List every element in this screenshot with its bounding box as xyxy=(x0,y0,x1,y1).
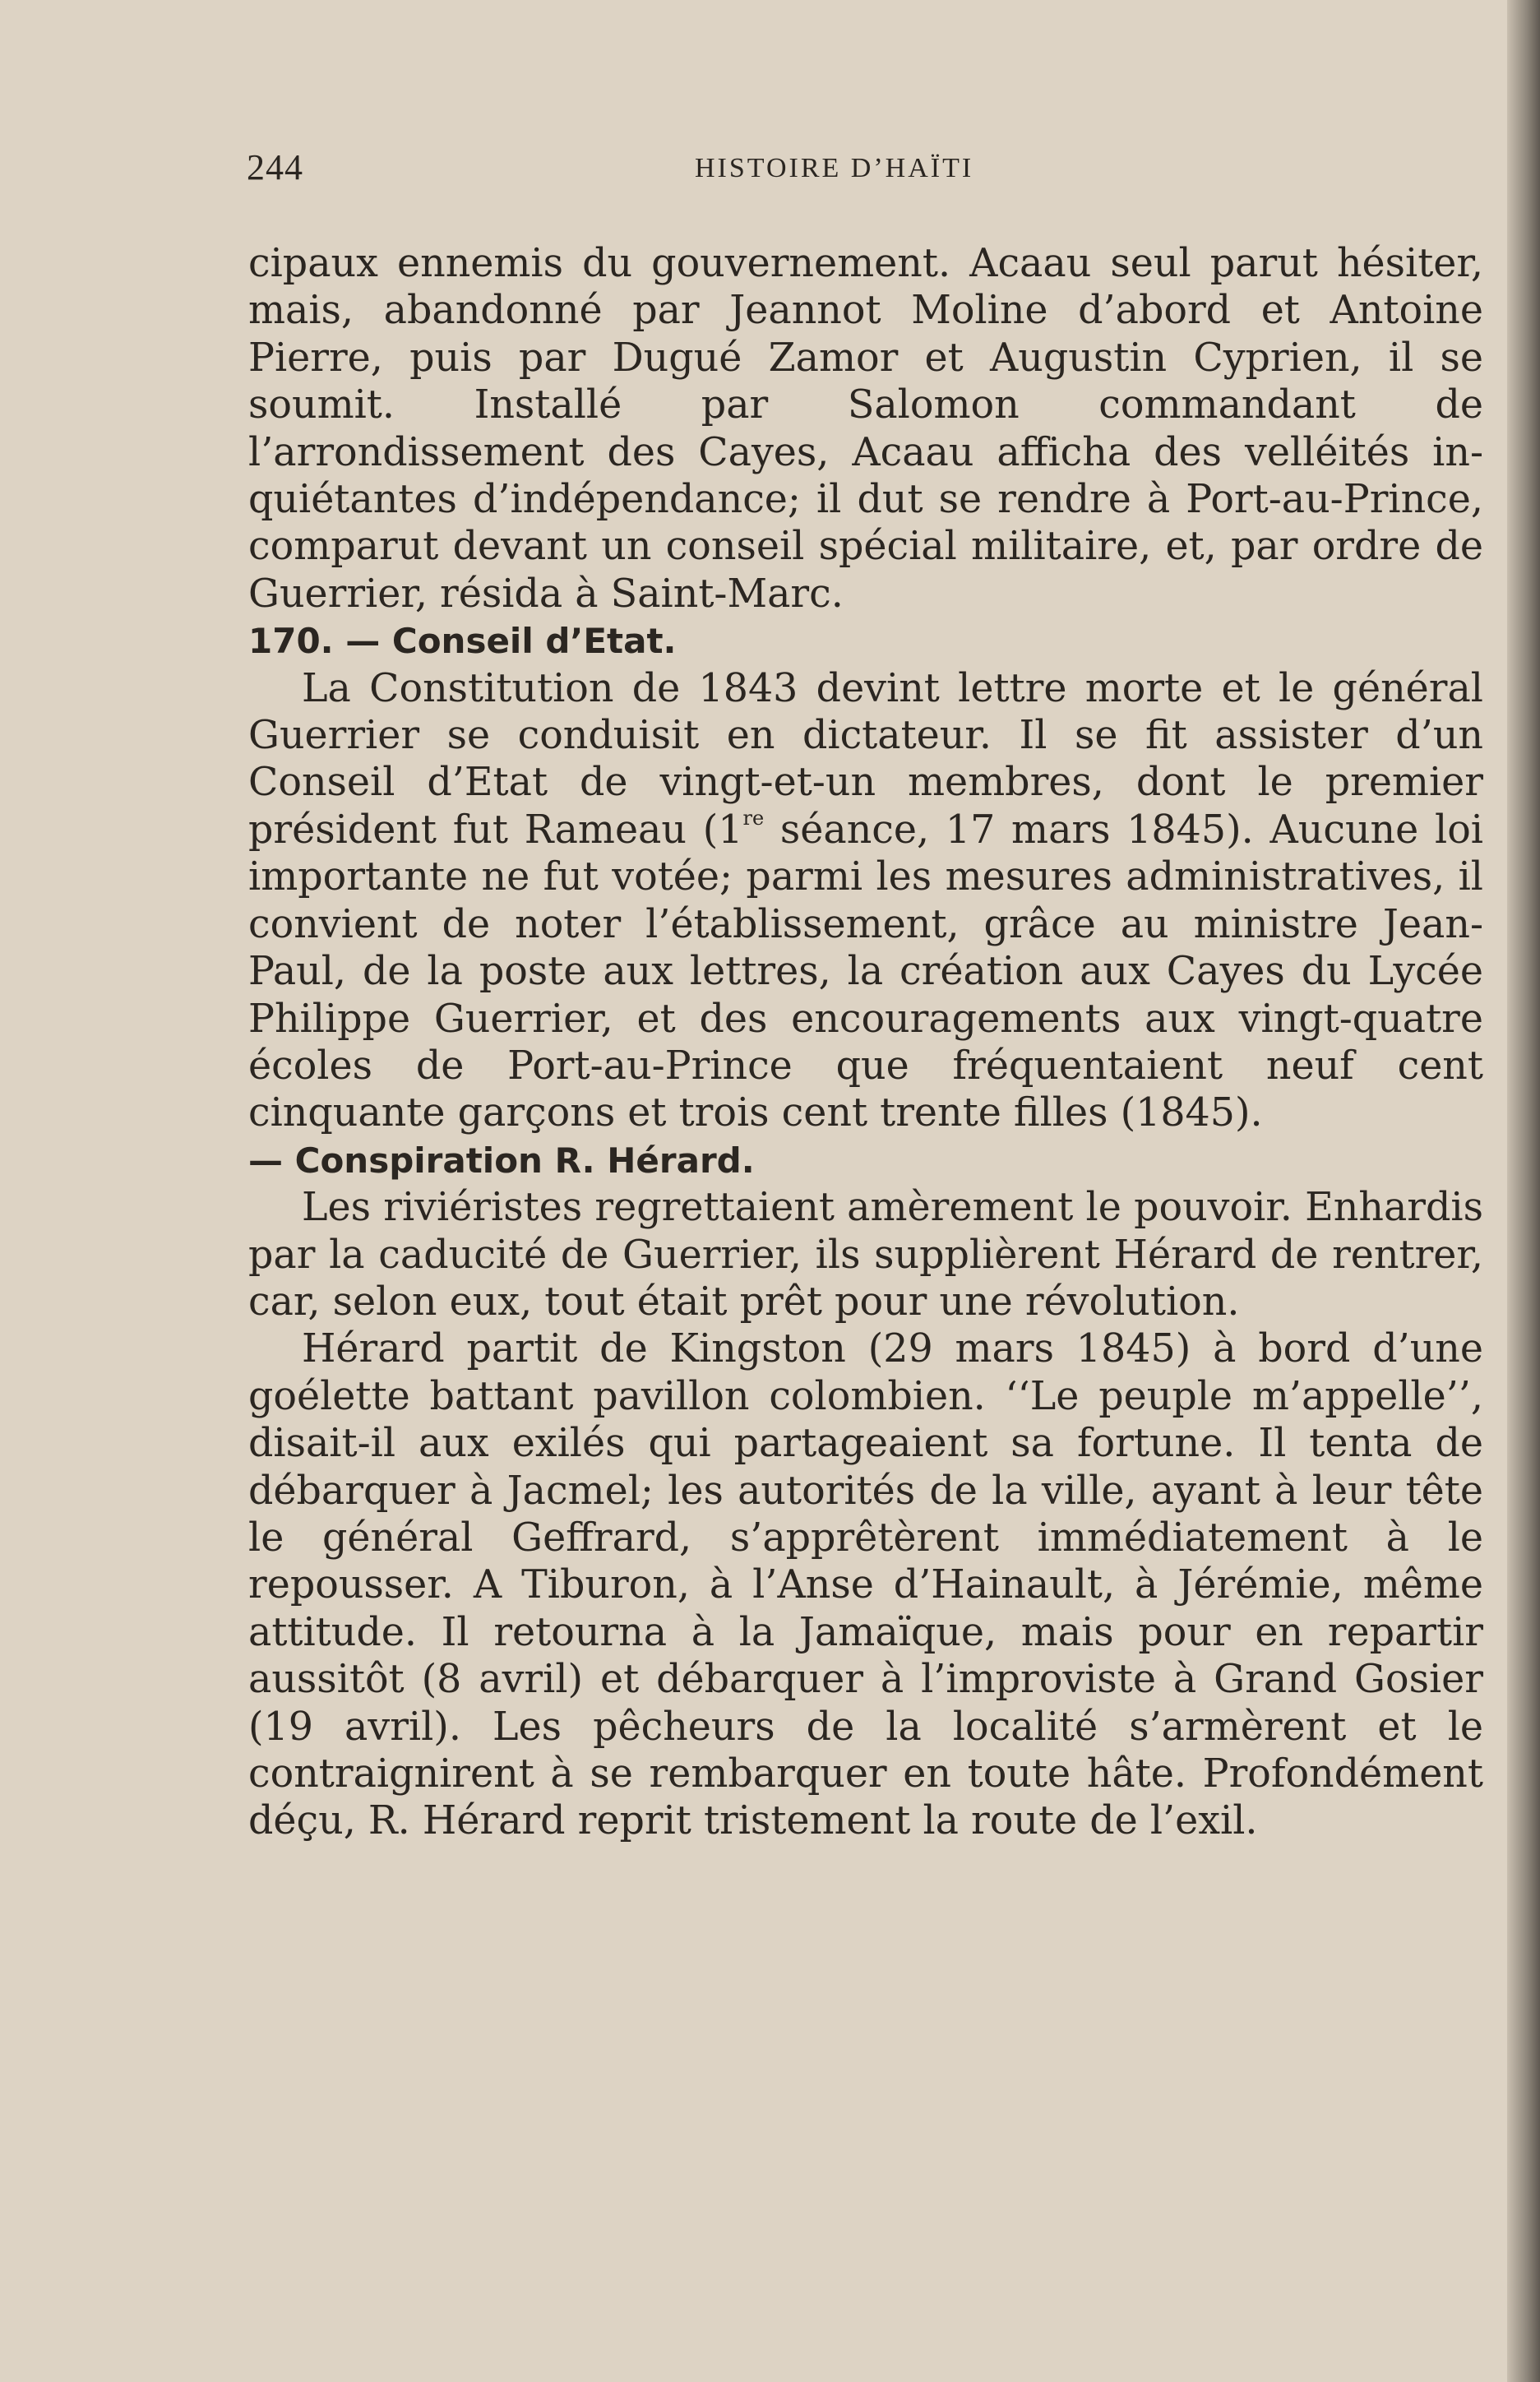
paragraph-2 xyxy=(248,665,1483,1137)
page-number: 244 xyxy=(247,147,303,187)
section-heading-conspiration: — Conspiration R. Hérard. xyxy=(248,1140,755,1181)
paragraph-2-text-a: La Constitution de 1843 devint lettre morte et le général Guerrier se conduisit en dictateur. Il se fit assister d’un Conseil d’Etat de vingt-et-un membres, dont le premier président fut Rameau (1 xyxy=(248,665,1483,853)
paragraph-2-text-b: séance, 17 mars 1845). Aucune loi importante ne fut votée; parmi les mesures administratives, il convient de noter l’établissement, grâce au ministre Jean-Paul, de la poste aux lettres, la création aux Cayes du Lycée Philippe Guerrier, et des encouragements aux vingt-quatre écoles de Port-au-Prince que fréquentaient neuf cent cinquante garçons et trois cent trente filles (1845). xyxy=(248,807,1483,1136)
paragraph-4: Hérard partit de Kingston (29 mars 1845) à bord d’une goélette battant pavillon colombien. ‘‘Le peuple m’appelle’’, disait-il aux exilés qui partageaient sa fortune. Il tenta de débarquer à Jacmel; les autorités de la ville, ayant à leur tête le général Geffrard, s’apprêtèrent immédiatement à le repousser. A Tiburon, à l’Anse d’Hainault, à Jérémie, même attitude. Il retourna à la Jamaïque, mais pour en repartir aussitôt (8 avril) et débarquer à l’improviste à Grand Gosier (19 avril). Les pêcheurs de la localité s’armèrent et le contraignirent à se rembarquer en toute hâte. Profondément déçu, R. Hérard reprit tristement la route de l’exil. xyxy=(248,1326,1483,1844)
section-heading-conseil-detat: 170. — Conseil d’Etat. xyxy=(248,621,677,662)
running-title: HISTOIRE D’HAÏTI xyxy=(695,153,974,183)
running-header xyxy=(247,146,1480,196)
page-edge xyxy=(1507,0,1540,2382)
page-body xyxy=(248,240,1483,1845)
paragraph-1: cipaux ennemis du gouvernement. Acaau seul parut hésiter, mais, abandonné par Jeannot Moline d’abord et Antoine Pierre, puis par Dugué Zamor et Augustin Cyprien, il se soumit. Installé par Salomon commandant de l’arrondissement des Cayes, Acaau afficha des velléités inquiétantes d’indépendance; il dut se rendre à Port-au-Prince, comparut devant un conseil spécial militaire, et, par ordre de Guerrier, résida à Saint-Marc. xyxy=(248,241,1483,617)
ordinal-superscript: re xyxy=(742,806,765,830)
paragraph-3: Les riviéristes regrettaient amèrement le pouvoir. Enhardis par la caducité de Guerrier, ils supplièrent Hérard de rentrer, car, selon eux, tout était prêt pour une révolution. xyxy=(248,1185,1483,1325)
